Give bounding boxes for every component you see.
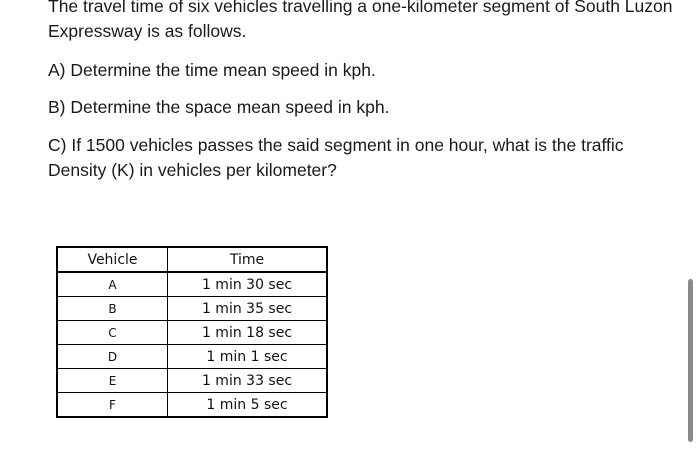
time-cell: 1 min 18 sec: [168, 321, 328, 345]
vehicle-cell: F: [57, 393, 168, 418]
time-cell: 1 min 5 sec: [168, 393, 328, 418]
vehicle-cell: B: [57, 297, 168, 321]
time-cell: 1 min 35 sec: [168, 297, 328, 321]
table-row: [57, 345, 327, 369]
header-time: Time: [168, 247, 328, 272]
question-intro: The travel time of six vehicles travelling a one-kilometer segment of South Luzon Expressway is as follows.: [48, 0, 673, 41]
time-cell: 1 min 30 sec: [168, 272, 328, 297]
table-row: [57, 393, 327, 418]
time-cell: 1 min 1 sec: [168, 345, 328, 369]
question-part-b: B) Determine the space mean speed in kph.: [48, 97, 390, 117]
table-header-row: [57, 247, 327, 272]
vehicle-cell: C: [57, 321, 168, 345]
scrollbar-thumb[interactable]: [688, 279, 693, 442]
vehicle-cell: A: [57, 272, 168, 297]
table-row: [57, 321, 327, 345]
vehicle-cell: D: [57, 345, 168, 369]
header-vehicle: Vehicle: [57, 247, 168, 272]
travel-time-table: [56, 246, 328, 418]
question-part-a: A) Determine the time mean speed in kph.: [48, 60, 376, 80]
question-text: [48, 0, 673, 183]
vehicle-cell: E: [57, 369, 168, 393]
table-row: [57, 297, 327, 321]
table-row: [57, 369, 327, 393]
time-cell: 1 min 33 sec: [168, 369, 328, 393]
table-row: [57, 272, 327, 297]
question-part-c: C) If 1500 vehicles passes the said segment in one hour, what is the traffic Density (K) in vehicles per kilometer?: [48, 135, 624, 180]
